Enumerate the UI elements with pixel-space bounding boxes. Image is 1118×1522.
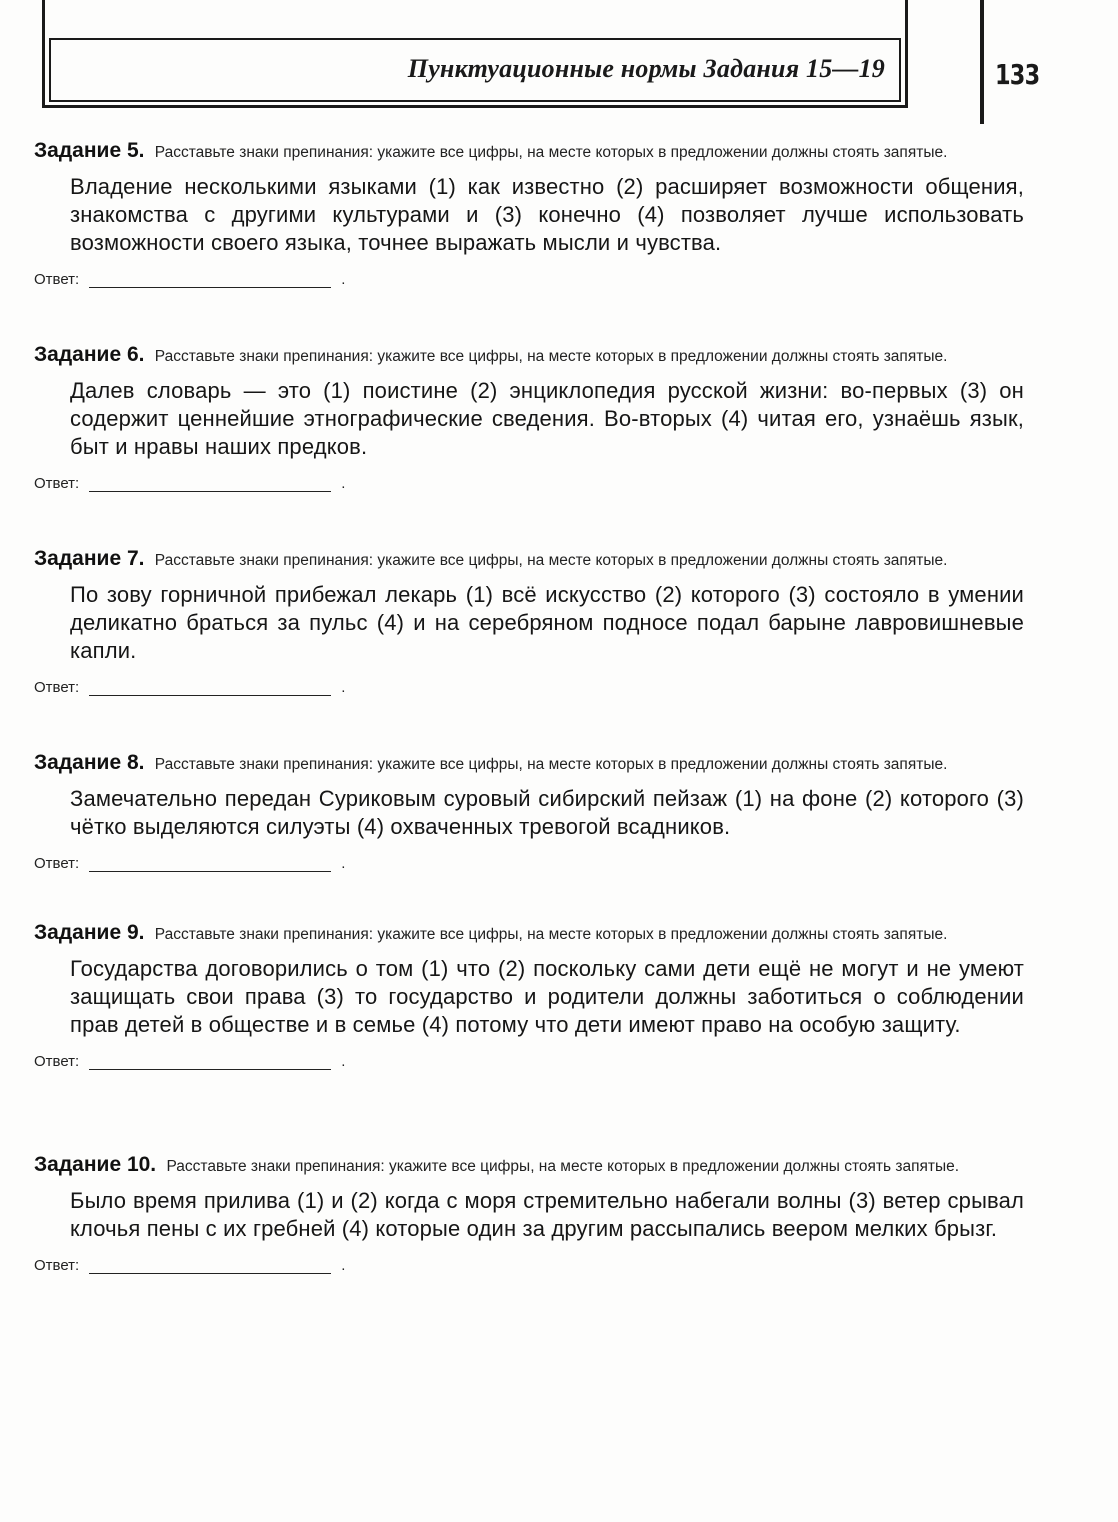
- task-10: [34, 1154, 1024, 1274]
- task-9: [34, 922, 1024, 1070]
- task-label: Задание 6.: [34, 343, 145, 366]
- task-instruction: Расставьте знаки препинания: укажите все цифры, на месте которых в предложении должны стоять запятые.: [154, 144, 948, 161]
- answer-period: .: [341, 1257, 346, 1274]
- answer-row: [34, 679, 1024, 696]
- answer-field[interactable]: [89, 273, 331, 288]
- task-instruction: Расставьте знаки препинания: укажите все цифры, на месте которых в предложении должны стоять запятые.: [154, 348, 948, 365]
- task-instruction: Расставьте знаки препинания: укажите все цифры, на месте которых в предложении должны стоять запятые.: [166, 1158, 960, 1175]
- header-box: [49, 38, 901, 102]
- answer-label: Ответ:: [34, 1053, 80, 1070]
- task-header: [34, 344, 1024, 367]
- answer-period: .: [341, 271, 346, 288]
- page-number: 133: [995, 58, 1040, 91]
- answer-label: Ответ:: [34, 679, 80, 696]
- answer-label: Ответ:: [34, 1257, 80, 1274]
- task-5: [34, 140, 1024, 288]
- answer-period: .: [341, 1053, 346, 1070]
- answer-field[interactable]: [89, 1055, 331, 1070]
- task-label: Задание 5.: [34, 139, 145, 162]
- task-header: [34, 922, 1024, 945]
- answer-period: .: [341, 679, 346, 696]
- task-header: [34, 752, 1024, 775]
- task-text: Далев словарь — это (1) поистине (2) энциклопедия русской жизни: во-первых (3) он содержит ценнейшие этнографические сведения. Во-вторых (4) читая его, узнаёшь язык, быт и нравы наших предков.: [70, 378, 1024, 459]
- task-7: [34, 548, 1024, 696]
- task-label: Задание 10.: [34, 1153, 157, 1176]
- task-6: [34, 344, 1024, 492]
- answer-period: .: [341, 855, 346, 872]
- answer-row: [34, 475, 1024, 492]
- answer-row: [34, 855, 1024, 872]
- task-text: Владение несколькими языками (1) как известно (2) расширяет возможности общения, знакомства с другими культурами и (3) конечно (4) позволяет лучше использовать возможности своего языка, точнее выражать мысли и чувства.: [70, 174, 1024, 255]
- task-instruction: Расставьте знаки препинания: укажите все цифры, на месте которых в предложении должны стоять запятые.: [154, 552, 948, 569]
- answer-label: Ответ:: [34, 271, 80, 288]
- answer-row: [34, 1257, 1024, 1274]
- task-label: Задание 9.: [34, 921, 145, 944]
- task-text: Замечательно передан Суриковым суровый сибирский пейзаж (1) на фоне (2) которого (3) чётко выделяются силуэты (4) охваченных тревогой всадников.: [70, 786, 1024, 839]
- task-header: [34, 140, 1024, 163]
- task-text: Было время прилива (1) и (2) когда с моря стремительно набегали волны (3) ветер срывал клочья пены с их гребней (4) которые один за другим рассыпались веером мелких брызг.: [70, 1188, 1024, 1241]
- answer-label: Ответ:: [34, 475, 80, 492]
- answer-field[interactable]: [89, 1259, 331, 1274]
- answer-period: .: [341, 475, 346, 492]
- answer-row: [34, 271, 1024, 288]
- answer-row: [34, 1053, 1024, 1070]
- section-title: Пунктуационные нормы Задания 15—19: [407, 54, 885, 83]
- page-edge-rule: [980, 0, 984, 124]
- task-instruction: Расставьте знаки препинания: укажите все цифры, на месте которых в предложении должны стоять запятые.: [154, 926, 948, 943]
- task-text: По зову горничной прибежал лекарь (1) всё искусство (2) которого (3) состояло в умении деликатно браться за пульс (4) и на серебряном подносе подал барыне лавровишневые капли.: [70, 582, 1024, 663]
- answer-field[interactable]: [89, 857, 331, 872]
- task-header: [34, 548, 1024, 571]
- answer-field[interactable]: [89, 477, 331, 492]
- answer-field[interactable]: [89, 681, 331, 696]
- task-label: Задание 8.: [34, 751, 145, 774]
- task-instruction: Расставьте знаки препинания: укажите все цифры, на месте которых в предложении должны стоять запятые.: [154, 756, 948, 773]
- task-8: [34, 752, 1024, 872]
- task-header: [34, 1154, 1024, 1177]
- task-text: Государства договорились о том (1) что (2) поскольку сами дети ещё не могут и не умеют защищать свои права (3) то государство и родители должны заботиться о соблюдении прав детей в обществе и в семье (4) потому что дети имеют право на особую защиту.: [70, 956, 1024, 1037]
- task-label: Задание 7.: [34, 547, 145, 570]
- answer-label: Ответ:: [34, 855, 80, 872]
